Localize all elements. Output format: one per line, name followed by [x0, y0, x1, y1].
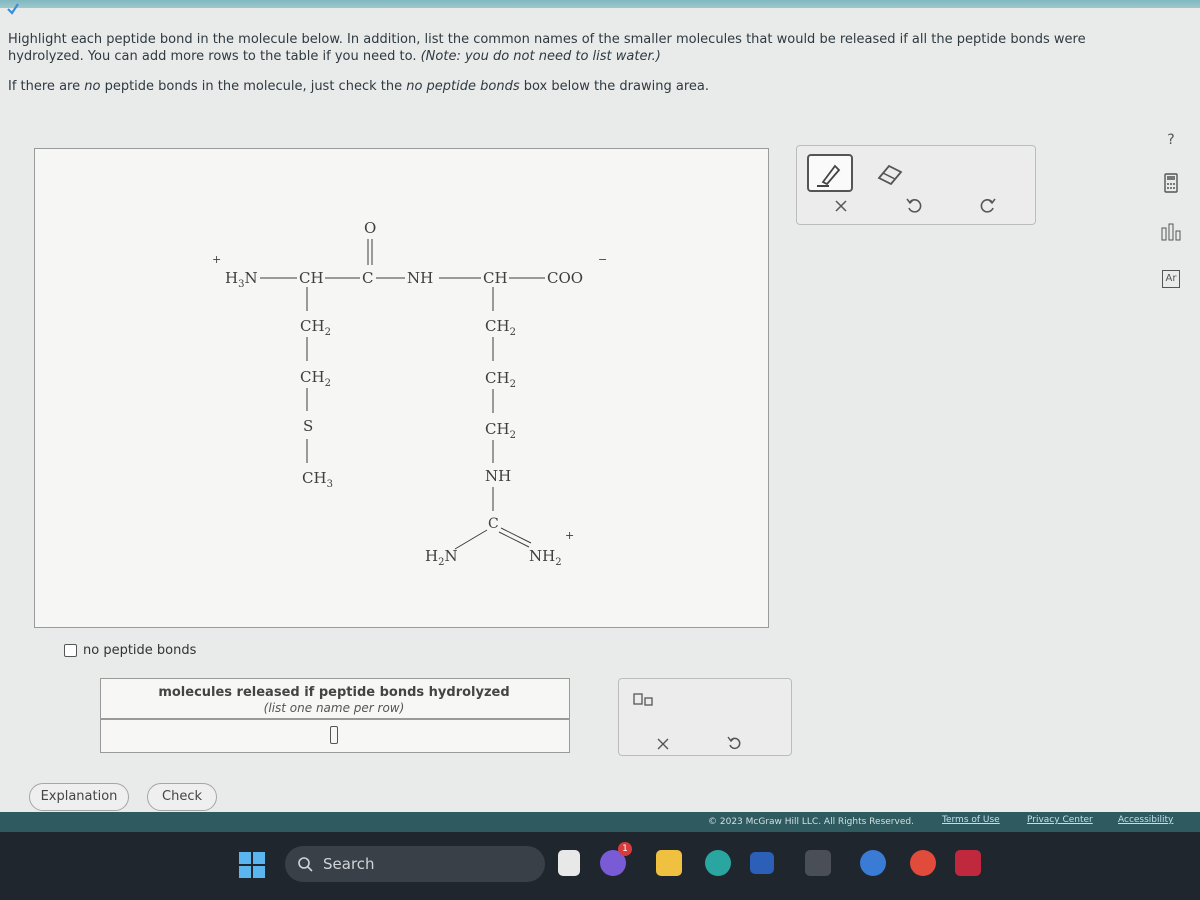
file-icon[interactable] [558, 850, 580, 876]
periodic-table-icon[interactable]: Ar [1162, 270, 1180, 288]
taskbar-search[interactable] [285, 846, 545, 882]
windows-start-icon[interactable] [239, 852, 265, 878]
terms-link[interactable]: Terms of Use [942, 815, 1000, 825]
hydrolysis-products-table [100, 678, 570, 753]
side-ch2-b3: $CH_2$ [485, 420, 516, 441]
footer [0, 812, 1200, 832]
highlight-pen-button[interactable] [807, 154, 853, 192]
eraser-icon[interactable] [875, 160, 905, 186]
accessibility-link[interactable]: Accessibility [1118, 815, 1174, 825]
word-icon[interactable] [750, 852, 774, 874]
molecule-structure[interactable] [35, 149, 770, 629]
store-icon[interactable] [805, 850, 831, 876]
alpha-carbon-1: CH [299, 269, 324, 287]
check-button[interactable]: Check [147, 783, 217, 811]
alpha-carbon-2: CH [483, 269, 508, 287]
chrome-icon[interactable] [910, 850, 936, 876]
copyright-text: © 2023 McGraw Hill LLC. All Rights Reserved. [708, 817, 914, 827]
carboxylate: COO [547, 269, 584, 287]
taskbar [0, 832, 1200, 900]
explanation-button[interactable]: Explanation [29, 783, 129, 811]
table-divider [101, 718, 569, 720]
top-accent-bar [0, 0, 1200, 8]
side-nh: NH [485, 467, 512, 485]
data-chart-icon[interactable] [1158, 220, 1184, 242]
side-ch2-a2: $CH_2$ [300, 368, 331, 389]
undo-table-icon[interactable] [727, 735, 743, 751]
amino-terminus: $H_3N$ [225, 269, 258, 290]
question-instruction: If there are no peptide bonds in the molecule, just check the no peptide bonds box below the drawing area. [8, 79, 709, 94]
privacy-link[interactable]: Privacy Center [1027, 815, 1093, 825]
side-ch2-b2: $CH_2$ [485, 369, 516, 390]
redo-icon[interactable] [979, 196, 997, 214]
guanidino-h2n: $H_2N$ [425, 547, 458, 568]
table-row-input[interactable] [330, 726, 338, 744]
mcafee-icon[interactable] [955, 850, 981, 876]
guanidino-carbon: C [488, 516, 499, 532]
search-label: Search [323, 855, 375, 873]
clear-table-icon[interactable] [656, 737, 670, 751]
side-ch2-a1: $CH_2$ [300, 317, 331, 338]
table-header: molecules released if peptide bonds hydrolyzed [158, 685, 510, 700]
side-ch3: $CH_3$ [302, 469, 333, 490]
no-peptide-bonds-option[interactable] [64, 643, 196, 658]
charge-minus: − [598, 253, 608, 266]
calculator-icon[interactable] [1158, 172, 1184, 194]
file-explorer-icon[interactable] [656, 850, 682, 876]
checkmark-icon [6, 2, 20, 16]
undo-icon[interactable] [905, 196, 923, 214]
charge-plus-2: + [565, 529, 575, 542]
side-sulfur: S [303, 417, 314, 435]
drawing-area[interactable] [34, 148, 769, 628]
search-icon [297, 856, 313, 872]
add-row-icon[interactable] [633, 693, 655, 709]
drawing-toolbar [796, 145, 1036, 225]
notification-badge: 1 [618, 842, 632, 856]
no-peptide-bonds-label: no peptide bonds [83, 643, 197, 658]
app-icon[interactable] [860, 850, 886, 876]
carbonyl-oxygen: O [364, 219, 377, 237]
charge-plus-1: + [212, 253, 222, 266]
table-toolbar [618, 678, 792, 756]
edge-browser-icon[interactable] [705, 850, 731, 876]
peptide-nh: NH [407, 269, 434, 287]
help-icon[interactable]: ? [1167, 132, 1175, 148]
carbonyl-carbon: C [362, 269, 374, 287]
guanidino-nh2: $NH_2$ [529, 547, 562, 568]
table-subheader: (list one name per row) [263, 701, 405, 715]
clear-icon[interactable] [833, 198, 849, 214]
question-text: Highlight each peptide bond in the molecule below. In addition, list the common names of the smaller molecules that would be released if all the peptide bonds were hydrolyzed. You can add more rows to the table if you need to. (Note: you do not need to list water.) [8, 32, 1086, 64]
side-ch2-b1: $CH_2$ [485, 317, 516, 338]
pen-icon [809, 156, 851, 190]
no-peptide-bonds-checkbox[interactable] [64, 644, 77, 657]
